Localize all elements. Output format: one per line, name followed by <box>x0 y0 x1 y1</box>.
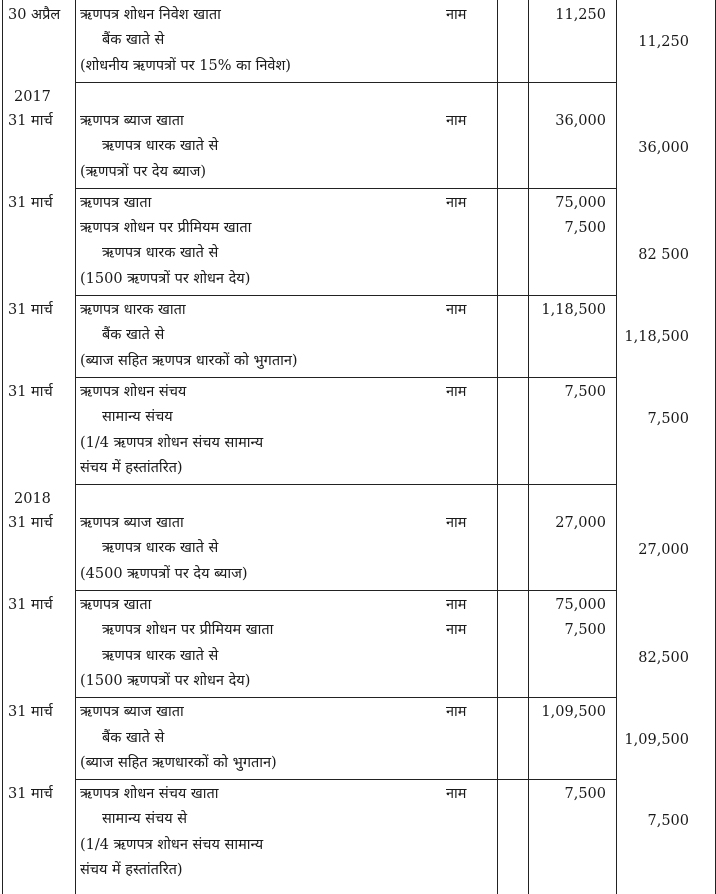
entry-particulars: ऋणपत्र शोधन संचय खाता <box>80 786 219 803</box>
entry-date: 31 मार्च <box>8 515 53 532</box>
debit-amount: 7,500 <box>564 220 606 237</box>
credit-amount: 82,500 <box>638 649 689 666</box>
entry-divider <box>75 188 528 189</box>
entry-particulars: ऋणपत्र धारक खाते से <box>102 647 219 664</box>
debit-amount: 1,09,500 <box>541 704 606 721</box>
debit-amount: 7,500 <box>564 383 606 400</box>
column-rule <box>528 0 529 894</box>
entry-particulars: ऋणपत्र शोधन संचय <box>80 383 187 400</box>
entry-particulars: ऋणपत्र ब्याज खाता <box>80 515 184 532</box>
credit-amount: 1,09,500 <box>624 731 689 748</box>
debit-amount: 11,250 <box>555 7 606 23</box>
entry-divider <box>75 779 528 780</box>
entry-divider <box>75 295 528 296</box>
entry-year: 2017 <box>14 88 51 105</box>
entry-particulars: (शोधनीय ऋणपत्रों पर 15% का निवेश) <box>80 57 291 74</box>
entry-particulars: बैंक खाते से <box>102 327 165 344</box>
debit-mark: नाम <box>446 7 467 23</box>
entry-particulars: (1/4 ऋणपत्र शोधन संचय सामान्य <box>80 836 264 853</box>
debit-mark: नाम <box>446 194 467 211</box>
credit-amount: 7,500 <box>647 813 689 830</box>
entry-date: 31 मार्च <box>8 786 53 803</box>
entry-particulars: ऋणपत्र शोधन निवेश खाता <box>80 7 221 23</box>
debit-mark: नाम <box>446 383 467 400</box>
credit-amount: 36,000 <box>638 140 689 157</box>
entry-particulars: (1500 ऋणपत्रों पर शोधन देय) <box>80 672 251 689</box>
entry-particulars: संचय में हस्तांतरित) <box>80 459 183 476</box>
debit-mark: नाम <box>446 704 467 721</box>
entry-particulars: ऋणपत्र ब्याज खाता <box>80 704 184 721</box>
column-rule <box>616 0 617 894</box>
entry-divider <box>75 697 528 698</box>
entry-divider <box>528 779 616 780</box>
debit-mark: नाम <box>446 112 467 129</box>
entry-particulars: ऋणपत्र धारक खाते से <box>102 540 219 557</box>
entry-particulars: बैंक खाते से <box>102 729 165 746</box>
entry-particulars: ऋणपत्र शोधन पर प्रीमियम खाता <box>80 220 252 237</box>
debit-mark: नाम <box>446 515 467 532</box>
column-rule <box>497 0 498 894</box>
credit-amount: 1,18,500 <box>624 329 689 346</box>
debit-amount: 75,000 <box>555 194 606 211</box>
column-rule <box>75 0 76 894</box>
column-rule <box>2 0 3 894</box>
entry-particulars: संचय में हस्तांतरित) <box>80 862 183 878</box>
debit-amount: 1,18,500 <box>541 302 606 318</box>
debit-amount: 75,000 <box>555 597 606 613</box>
entry-date: 31 मार्च <box>8 112 53 129</box>
entry-date: 31 मार्च <box>8 704 53 721</box>
debit-amount: 7,500 <box>564 786 606 803</box>
entry-date: 31 मार्च <box>8 597 53 613</box>
entry-divider <box>528 377 616 378</box>
entry-date: 31 मार्च <box>8 302 53 318</box>
entry-particulars: (ऋणपत्रों पर देय ब्याज) <box>80 163 207 180</box>
entry-particulars: ऋणपत्र धारक खाता <box>80 302 186 318</box>
debit-mark: नाम <box>446 597 467 613</box>
debit-amount: 27,000 <box>555 515 606 532</box>
entry-divider <box>75 590 528 591</box>
entry-divider <box>75 377 528 378</box>
entry-date: 31 मार्च <box>8 194 53 211</box>
entry-particulars: (1500 ऋणपत्रों पर शोधन देय) <box>80 270 251 287</box>
entry-date: 31 मार्च <box>8 383 53 400</box>
entry-particulars: ऋणपत्र धारक खाते से <box>102 138 219 155</box>
entry-divider <box>528 295 616 296</box>
entry-divider <box>528 188 616 189</box>
entry-divider <box>75 82 528 83</box>
entry-divider <box>75 484 528 485</box>
credit-amount: 82 500 <box>638 247 689 264</box>
entry-particulars: सामान्य संचय से <box>102 811 188 828</box>
entry-particulars: (4500 ऋणपत्रों पर देय ब्याज) <box>80 565 248 582</box>
entry-date: 30 अप्रैल <box>8 7 61 23</box>
credit-amount: 11,250 <box>638 34 689 51</box>
entry-divider <box>528 697 616 698</box>
entry-particulars: (ब्याज सहित ऋणपत्र धारकों को भुगतान) <box>80 352 298 369</box>
entry-particulars: ऋणपत्र ब्याज खाता <box>80 112 184 129</box>
entry-particulars: ऋणपत्र धारक खाते से <box>102 245 219 262</box>
credit-amount: 27,000 <box>638 542 689 559</box>
entry-particulars: (1/4 ऋणपत्र शोधन संचय सामान्य <box>80 434 264 451</box>
debit-mark: नाम <box>446 302 467 318</box>
entry-year: 2018 <box>14 491 51 508</box>
entry-particulars: सामान्य संचय <box>102 409 173 426</box>
entry-particulars: ऋणपत्र शोधन पर प्रीमियम खाता <box>102 622 274 639</box>
credit-amount: 7,500 <box>647 411 689 428</box>
entry-divider <box>528 82 616 83</box>
debit-amount: 36,000 <box>555 112 606 129</box>
entry-particulars: ऋणपत्र खाता <box>80 194 152 211</box>
entry-particulars: ऋणपत्र खाता <box>80 597 152 613</box>
debit-mark: नाम <box>446 622 467 639</box>
entry-particulars: बैंक खाते से <box>102 32 165 49</box>
debit-mark: नाम <box>446 786 467 803</box>
entry-divider <box>528 590 616 591</box>
entry-divider <box>528 484 616 485</box>
debit-amount: 7,500 <box>564 622 606 639</box>
entry-particulars: (ब्याज सहित ऋणधारकों को भुगतान) <box>80 754 277 771</box>
